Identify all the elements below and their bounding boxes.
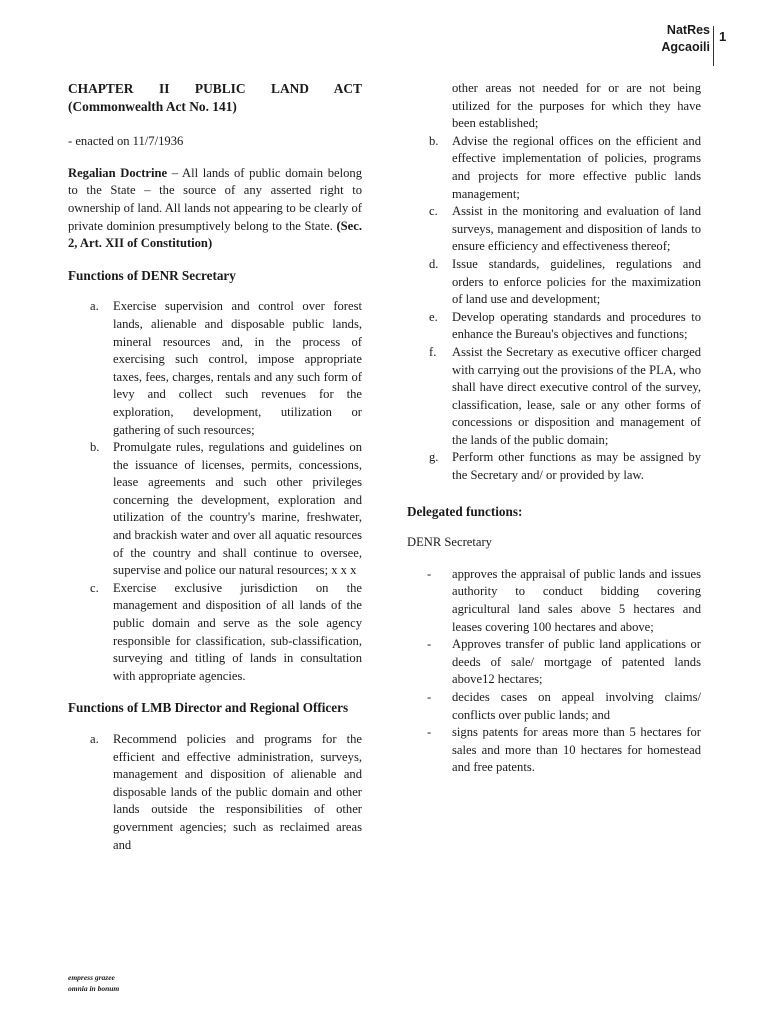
list-item: d. Issue standards, guidelines, regulations and orders to enforce policies for the maximization of land use and development;: [429, 256, 701, 307]
list-item: f. Assist the Secretary as executive officer charged with carrying out the provisions of the PLA, who shall have direct executive control of the survey, classification, lease, sale or any other forms of concessions or disposition and management of the lands of the public domain;: [429, 344, 701, 447]
page-header: [661, 22, 710, 56]
header-author: Agcaoili: [661, 40, 710, 54]
regalian-citation: (Sec. 2, Art. XII of Constitution): [68, 218, 362, 251]
list-item: c. Exercise exclusive jurisdiction on the management and disposition of all lands of the public domain and serve as the sole agency responsible for classification, sub-classification, surveying and titling of lands in consultation with appropriate agencies.: [90, 580, 362, 683]
footer-line-1: empress grazee: [68, 973, 115, 982]
header-divider: [713, 26, 714, 66]
delegated-functions-heading: Delegated functions:: [407, 503, 523, 519]
regalian-text: – All lands of public domain belong to the State – the source of any asserted right to ownership of land. All lands not appearing to be clearly of private dominion presumptively belong to the State.: [68, 165, 362, 233]
list-item: a. Recommend policies and programs for the efficient and effective administration, surveys, management and disposition of alienable and disposable lands of the public domain and other lands outside the responsibilities of other government agencies; such as reclaimed areas and: [90, 732, 362, 852]
footer-line-2: omnia in bonum: [68, 984, 120, 993]
right-column: [407, 80, 701, 777]
list-item: - approves the appraisal of public lands and issues authority to conduct bidding covering agricultural land sales above 5 hectares and leases covering 100 hectares and above;: [427, 566, 701, 634]
page-number: 1: [719, 29, 727, 44]
left-column: [68, 80, 362, 854]
regalian-term: Regalian Doctrine: [68, 165, 168, 180]
denr-functions-heading: Functions of DENR Secretary: [68, 267, 236, 283]
list-item-continuation: other areas not needed for or are not being utilized for the purposes for which they have been established;: [452, 81, 701, 131]
lmb-functions-heading: Functions of LMB Director and Regional Officers: [68, 700, 349, 716]
lmb-functions-continued: [407, 80, 701, 485]
list-item: - Approves transfer of public land applications or deeds of sale/ mortgage of patented lands above12 hectares;: [427, 637, 701, 687]
list-item: b. Promulgate rules, regulations and guidelines on the issuance of licenses, permits, concessions, lease agreements and such other privileges concerning the development, exploration and utilization of the country's marine, freshwater, and brackish water and over all aquatic resources of the country and shall continue to oversee, supervise and police our natural resources; x x x: [90, 440, 362, 578]
denr-functions-list: [68, 298, 362, 685]
delegated-functions-list: [407, 566, 701, 777]
list-item: a. Exercise supervision and control over forest lands, alienable and disposable public lands, mineral resources and, in the process of exercising such control, impose appropriate taxes, fees, charges, rentals and any such form of levy and collect such revenues for the exploration, development, utilization or gathering of such resources;: [90, 299, 362, 437]
page-footer: [68, 972, 119, 994]
list-item: - signs patents for areas more than 5 hectares for sales and more than 10 hectares for homestead and free patents.: [427, 725, 701, 775]
chapter-title: CHAPTER II PUBLIC LAND ACT: [68, 81, 362, 96]
denr-secretary-label: DENR Secretary: [407, 535, 492, 550]
enacted-date: - enacted on 11/7/1936: [68, 134, 184, 149]
header-course: NatRes: [666, 23, 710, 37]
chapter-subtitle: (Commonwealth Act No. 141): [68, 98, 237, 114]
list-item: c. Assist in the monitoring and evaluation of land surveys, management and disposition of lands to ensure efficiency and effectiveness thereof;: [429, 204, 701, 254]
list-item: e. Develop operating standards and procedures to enhance the Bureau's objectives and functions;: [429, 309, 701, 342]
list-item: - decides cases on appeal involving claims/ conflicts over public lands; and: [427, 690, 701, 722]
lmb-functions-list: [68, 731, 362, 854]
regalian-doctrine: [68, 165, 362, 253]
list-item: g. Perform other functions as may be assigned by the Secretary and/ or provided by law.: [429, 450, 701, 483]
list-item: b. Advise the regional offices on the efficient and effective implementation of policies, programs and projects for more effective public lands management;: [429, 133, 701, 201]
